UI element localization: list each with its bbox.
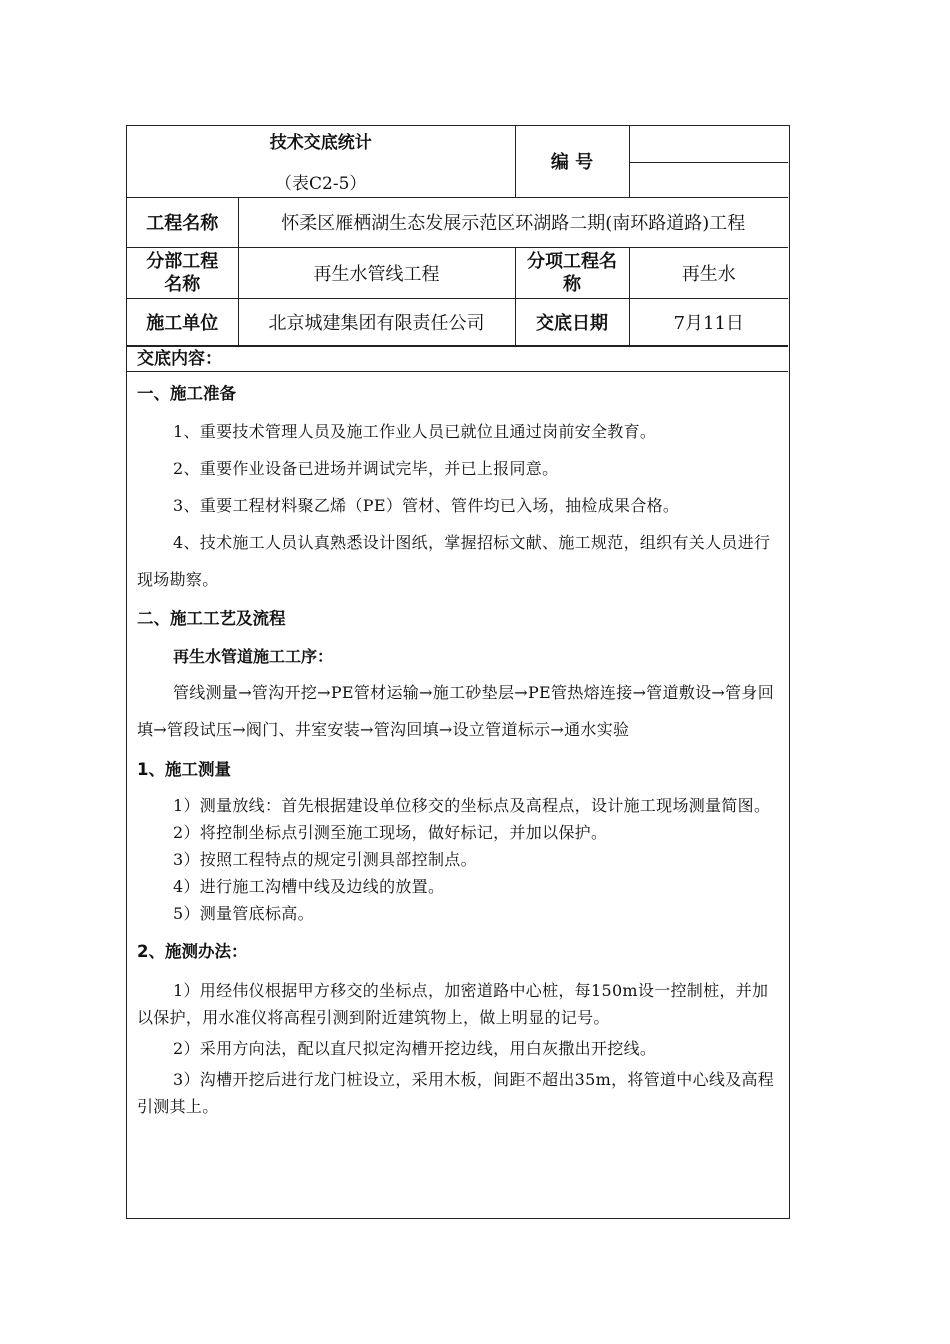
s1-paragraph-1: 1、重要技术管理人员及施工作业人员已就位且通过岗前安全教育。 xyxy=(173,422,657,441)
unit-value: 北京城建集团有限责任公司 xyxy=(238,298,515,345)
form-title: 技术交底统计 xyxy=(269,133,372,154)
measure-1-title: 1、施工测量 xyxy=(137,760,231,779)
m1-item-4: 4）进行施工沟槽中线及边线的放置。 xyxy=(173,877,445,896)
m1-item-3: 3）按照工程特点的规定引测具部控制点。 xyxy=(173,850,477,869)
subitem-value: 再生水 xyxy=(629,247,788,298)
measure-2-title: 2、施测办法： xyxy=(137,942,248,961)
form-number: （表C2-5） xyxy=(275,174,367,195)
number-value-1 xyxy=(629,126,788,162)
s1-paragraph-3: 3、重要工程材料聚乙烯（PE）管材、管件均已入场，抽检成果合格。 xyxy=(173,496,680,515)
division-value: 再生水管线工程 xyxy=(238,247,515,298)
division-label-text: 分部工程名称 xyxy=(146,250,219,295)
division-label xyxy=(127,247,238,298)
s1-paragraph-4: 4、技术施工人员认真熟悉设计图纸，掌握招标文献、施工规范，组织有关人员进行现场勘察。 xyxy=(137,533,771,589)
s2-process-flow: 管线测量→管沟开挖→PE管材运输→施工砂垫层→PE管热熔连接→管道敷设→管身回填→管段试压→阀门、井室安装→管沟回填→设立管道标示→通水实验 xyxy=(137,683,775,739)
section-1-title: 一、施工准备 xyxy=(137,384,236,403)
unit-label: 施工单位 xyxy=(127,298,238,345)
s2-subtitle: 再生水管道施工工序： xyxy=(173,647,334,666)
m1-item-2: 2）将控制坐标点引测至施工现场，做好标记，并加以保护。 xyxy=(173,823,608,842)
form-title-cell xyxy=(127,126,515,197)
subitem-label xyxy=(515,247,629,298)
s1-paragraph-2: 2、重要作业设备已进场并调试完毕，并已上报同意。 xyxy=(173,459,559,478)
m2-item-3: 3）沟槽开挖后进行龙门桩设立，采用木板，间距不超出35m，将管道中心线及高程引测其上。 xyxy=(137,1070,775,1116)
number-label: 编 号 xyxy=(515,126,629,197)
section-2-title: 二、施工工艺及流程 xyxy=(137,609,286,628)
content-body xyxy=(137,372,779,1120)
m2-item-1: 1）用经伟仪根据甲方移交的坐标点，加密道路中心桩，每150m设一控制桩，并加以保护，用水准仪将高程引测到附近建筑物上，做上明显的记号。 xyxy=(137,981,769,1027)
header-table xyxy=(127,126,788,346)
disclosure-form xyxy=(126,125,790,1219)
m1-item-5: 5）测量管底标高。 xyxy=(173,904,314,923)
project-name-label: 工程名称 xyxy=(127,197,238,247)
content-heading: 交底内容： xyxy=(127,346,788,372)
project-name: 怀柔区雁栖湖生态发展示范区环湖路二期(南环路道路)工程 xyxy=(238,197,788,247)
number-value-2 xyxy=(629,162,788,197)
m2-item-2: 2）采用方向法，配以直尺拟定沟槽开挖边线，用白灰撒出开挖线。 xyxy=(173,1039,657,1058)
date-label: 交底日期 xyxy=(515,298,629,345)
date-value: 7月11日 xyxy=(629,298,788,345)
m1-item-1: 1）测量放线：首先根据建设单位移交的坐标点及高程点，设计施工现场测量简图。 xyxy=(173,796,771,815)
subitem-label-text: 分项工程名称 xyxy=(527,250,617,295)
